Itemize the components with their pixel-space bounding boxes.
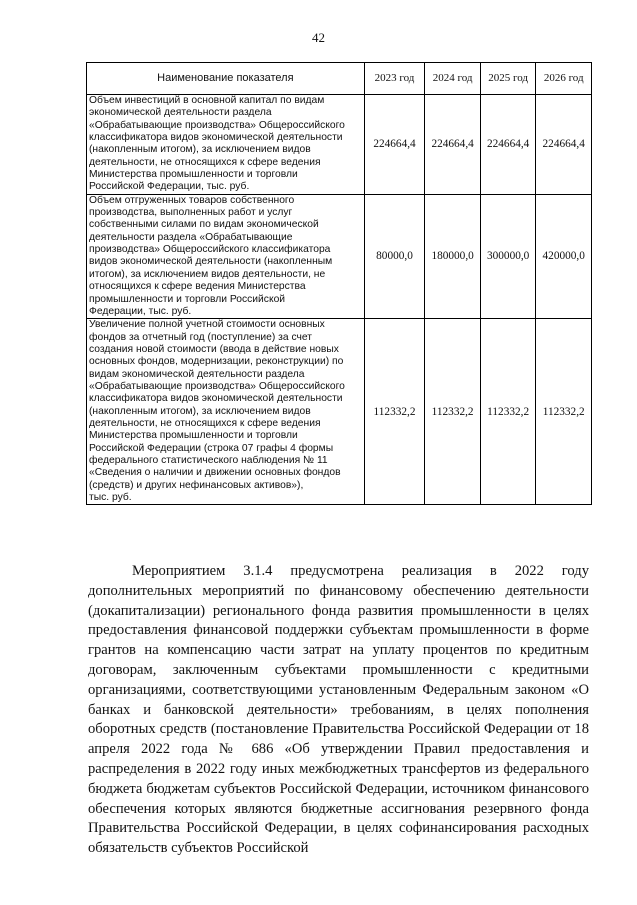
value-2023: 112332,2 <box>364 319 425 505</box>
table-header-row <box>87 63 592 95</box>
header-year-2026: 2026 год <box>536 63 592 95</box>
table-row <box>87 95 592 195</box>
value-2024: 180000,0 <box>425 194 481 318</box>
value-2023: 224664,4 <box>364 95 425 195</box>
indicator-name: Объем инвестиций в основной капитал по видам экономической деятельности раздела «Обрабатывающие производства» Общероссийского классификатора видов экономической деятельности (накопленным итогом), за исключением видов деятельности, не относящихся к сфере ведения Министерства промышленности и торговли Российской Федерации, тыс. руб. <box>87 95 365 195</box>
header-indicator-name: Наименование показателя <box>87 63 365 95</box>
header-year-2025: 2025 год <box>480 63 536 95</box>
value-2026: 420000,0 <box>536 194 592 318</box>
header-year-2024: 2024 год <box>425 63 481 95</box>
value-2026: 224664,4 <box>536 95 592 195</box>
value-2026: 112332,2 <box>536 319 592 505</box>
value-2025: 112332,2 <box>480 319 536 505</box>
table-row <box>87 194 592 318</box>
table-row <box>87 319 592 505</box>
body-paragraph: Мероприятием 3.1.4 предусмотрена реализация в 2022 году дополнительных мероприятий по финансовому обеспечению деятельности (докапитализации) регионального фонда развития промышленности в целях предоставления финансовой поддержки субъектам промышленности в форме грантов на компенсацию части затрат на уплату процентов по кредитным договорам, заключенным субъектами промышленности с кредитными организациями, соответствующими установленным Федеральным законом «О банках и банковской деятельности» требованиям, в целях пополнения оборотных средств (постановление Правительства Российской Федерации от 18 апреля 2022 года № 686 «Об утверждении Правил предоставления и распределения в 2022 году иных межбюджетных трансфертов из федерального бюджета бюджетам субъектов Российской Федерации, источником финансового обеспечения которых являются бюджетные ассигнования резервного фонда Правительства Российской Федерации, в целях софинансирования расходных обязательств субъектов Российской <box>88 563 589 857</box>
value-2023: 80000,0 <box>364 194 425 318</box>
value-2025: 224664,4 <box>480 95 536 195</box>
value-2024: 112332,2 <box>425 319 481 505</box>
value-2024: 224664,4 <box>425 95 481 195</box>
indicators-table <box>86 62 592 505</box>
indicator-name: Объем отгруженных товаров собственного производства, выполненных работ и услуг собственными силами по видам экономической деятельности раздела «Обрабатывающие производства» Общероссийского классификатора видов экономической деятельности (накопленным итогом), за исключением видов деятельности, не относящихся к сфере ведения Министерства промышленности и торговли Российской Федерации, тыс. руб. <box>87 194 365 318</box>
header-year-2023: 2023 год <box>364 63 425 95</box>
page-number: 42 <box>312 30 325 45</box>
indicator-name: Увеличение полной учетной стоимости основных фондов за отчетный год (поступление) за счет создания новой стоимости (ввода в действие новых основных фондов, модернизации, реконструкции) по видам экономической деятельности раздела «Обрабатывающие производства» Общероссийского классификатора видов экономической деятельности (накопленным итогом), за исключением видов деятельности, не относящихся к сфере ведения Министерства промышленности и торговли Российской Федерации (строка 07 графы 4 формы федерального статистического наблюдения № 11 «Сведения о наличии и движении основных фондов (средств) и других нефинансовых активов»), тыс. руб. <box>87 319 365 505</box>
value-2025: 300000,0 <box>480 194 536 318</box>
